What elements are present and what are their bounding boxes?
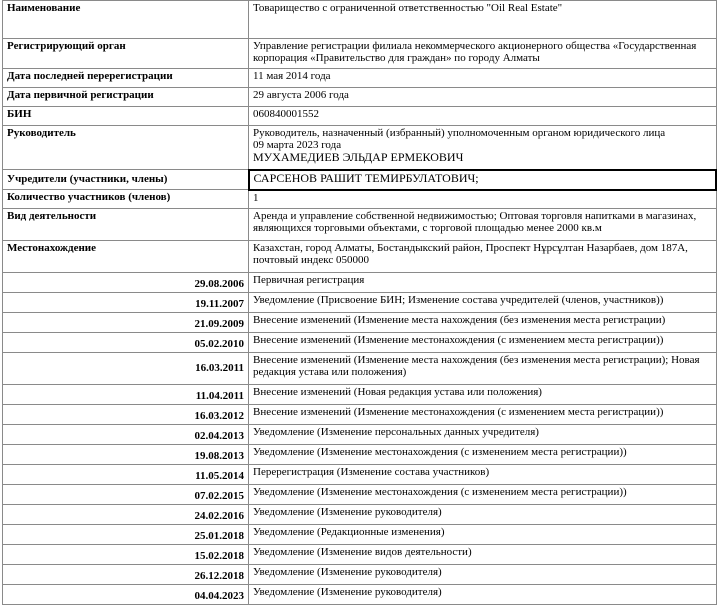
history-text: Внесение изменений (Изменение места нахождения (без изменения места регистрации) [249,313,717,333]
history-date: 11.04.2011 [3,385,249,405]
history-date: 25.01.2018 [3,525,249,545]
value-founders [249,170,717,190]
history-text: Уведомление (Изменение видов деятельности) [249,545,717,565]
label-director: Руководитель [3,126,249,170]
value-location [249,241,717,273]
row-registering-body [3,39,717,69]
history-date: 07.02.2015 [3,485,249,505]
history-row [3,425,717,445]
history-text: Уведомление (Изменение персональных данных учредителя) [249,425,717,445]
value-location-text: Казахстан, город Алматы, Бостандыкский район, Проспект Нұрсұлтан Назарбаев, дом 187А, почтовый индекс 050000 [253,242,688,266]
history-row [3,353,717,385]
history-row [3,505,717,525]
history-row [3,333,717,353]
label-name: Наименование [3,1,249,39]
history-row [3,485,717,505]
history-row [3,313,717,333]
history-date: 16.03.2011 [3,353,249,385]
row-activity [3,209,717,241]
director-name: МУХАМЕДИЕВ ЭЛЬДАР ЕРМЕКОВИЧ [253,150,464,164]
row-location [3,241,717,273]
row-bin [3,107,717,126]
label-location: Местонахождение [3,241,249,273]
value-name-text: Товарищество с ограниченной ответственностью "Oil Real Estate" [253,2,563,14]
history-date: 02.04.2013 [3,425,249,445]
value-name [249,1,717,39]
value-first-registration-text: 29 августа 2006 года [253,89,349,101]
history-date: 11.05.2014 [3,465,249,485]
history-text: Внесение изменений (Изменение местонахождения (с изменением места регистрации)) [249,333,717,353]
history-date: 19.11.2007 [3,293,249,313]
label-members-count: Количество участников (членов) [3,190,249,209]
history-date: 24.02.2016 [3,505,249,525]
history-row [3,565,717,585]
history-text: Первичная регистрация [249,273,717,293]
history-row [3,525,717,545]
value-founders-text: САРСЕНОВ РАШИТ ТЕМИРБУЛАТОВИЧ; [253,170,479,185]
history-text: Внесение изменений (Изменение места нахождения (без изменения места регистрации); Новая редакция устава или положения) [249,353,717,385]
history-date: 19.08.2013 [3,445,249,465]
history-text: Уведомление (Изменение местонахождения (с изменением места регистрации)) [249,445,717,465]
history-row [3,293,717,313]
history-text: Перерегистрация (Изменение состава участников) [249,465,717,485]
history-date: 21.09.2009 [3,313,249,333]
director-role: Руководитель, назначенный (избранный) уполномоченным органом юридического лица [253,127,666,139]
label-last-reregistration: Дата последней перерегистрации [3,69,249,88]
history-text: Внесение изменений (Новая редакция устава или положения) [249,385,717,405]
row-name [3,1,717,39]
history-row [3,585,717,605]
history-row [3,545,717,565]
history-row [3,273,717,293]
value-first-registration [249,88,717,107]
history-row [3,465,717,485]
history-text: Уведомление (Изменение руководителя) [249,505,717,525]
label-registering-body: Регистрирующий орган [3,39,249,69]
value-registering-body-text: Управление регистрации филиала некоммерческого акционерного общества «Государственная корпорация «Правительство для граждан» по городу Алматы [253,40,697,64]
value-bin [249,107,717,126]
label-activity: Вид деятельности [3,209,249,241]
value-bin-text: 060840001552 [253,108,319,120]
history-text: Уведомление (Редакционные изменения) [249,525,717,545]
history-text: Уведомление (Изменение руководителя) [249,585,717,605]
history-date: 04.04.2023 [3,585,249,605]
row-members-count [3,190,717,209]
value-activity [249,209,717,241]
row-last-reregistration [3,69,717,88]
value-last-reregistration-text: 11 мая 2014 года [253,70,331,82]
registry-table [2,0,717,605]
history-row [3,445,717,465]
history-text: Уведомление (Изменение руководителя) [249,565,717,585]
history-text: Уведомление (Присвоение БИН; Изменение состава учредителей (членов, участников)) [249,293,717,313]
history-date: 26.12.2018 [3,565,249,585]
history-text: Уведомление (Изменение местонахождения (с изменением места регистрации)) [249,485,717,505]
value-registering-body [249,39,717,69]
label-bin: БИН [3,107,249,126]
history-row [3,405,717,425]
history-date: 15.02.2018 [3,545,249,565]
history-row [3,385,717,405]
history-date: 16.03.2012 [3,405,249,425]
value-last-reregistration [249,69,717,88]
history-date: 05.02.2010 [3,333,249,353]
row-director [3,126,717,170]
value-activity-text: Аренда и управление собственной недвижимостью; Оптовая торговля напитками в магазинах, являющихся торговыми объектами, с торговой площадью менее 2000 кв.м [253,210,697,234]
director-date: 09 марта 2023 года [253,139,342,151]
value-members-count-text: 1 [253,191,259,204]
history-date: 29.08.2006 [3,273,249,293]
value-director [249,126,717,170]
row-founders [3,170,717,190]
label-first-registration: Дата первичной регистрации [3,88,249,107]
row-first-registration [3,88,717,107]
history-text: Внесение изменений (Изменение местонахождения (с изменением места регистрации)) [249,405,717,425]
value-members-count [249,190,717,209]
label-founders: Учредители (участники, члены) [3,170,249,190]
